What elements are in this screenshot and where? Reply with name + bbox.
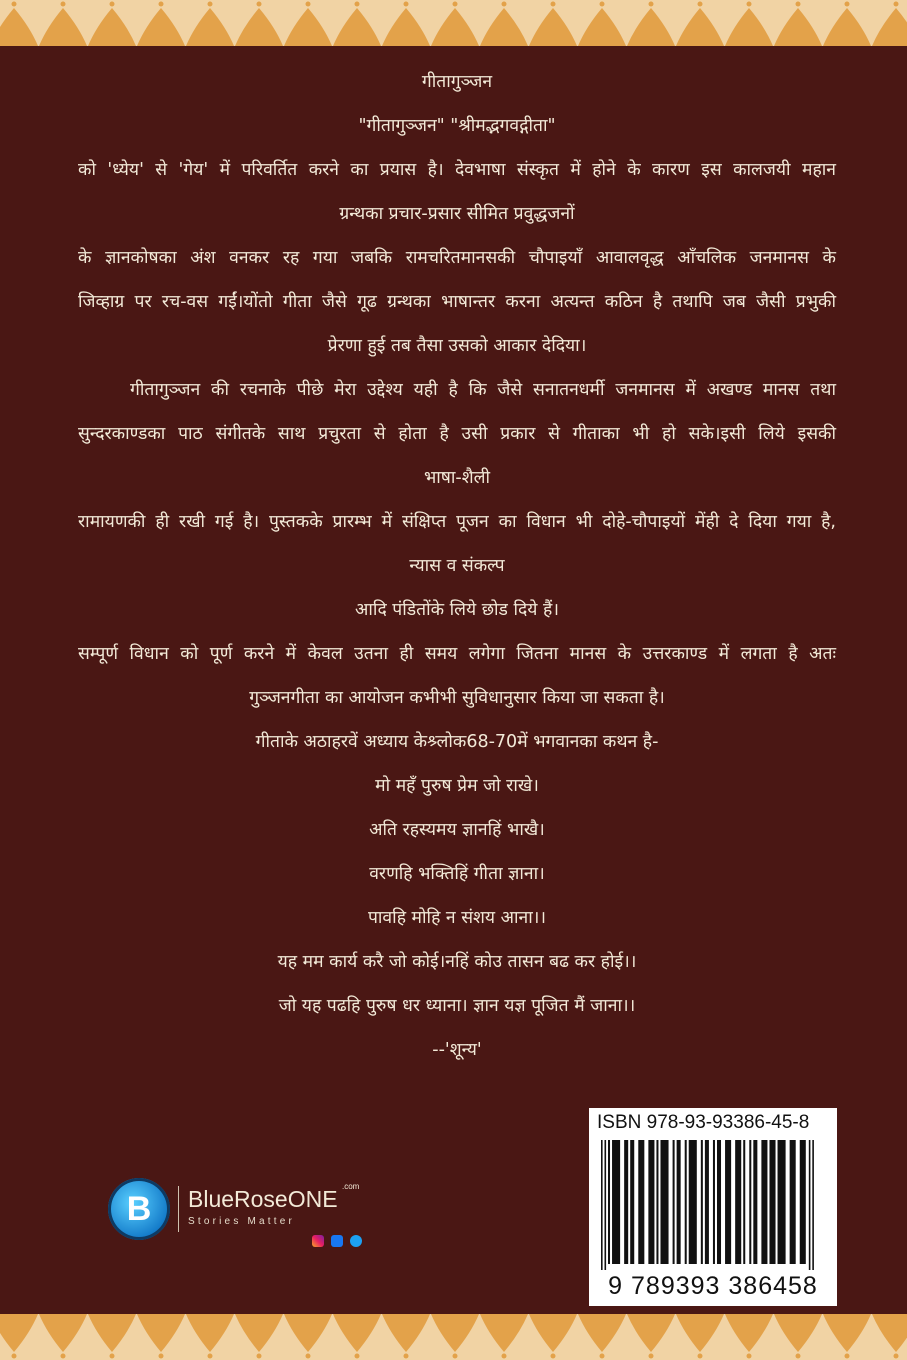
bottom-decorative-border — [0, 1314, 907, 1360]
barcode-bar — [725, 1140, 731, 1264]
publisher-domain-suffix: .com — [342, 1182, 360, 1191]
twitter-icon — [350, 1235, 362, 1247]
border-petal — [431, 2, 479, 47]
barcode-bar — [608, 1140, 610, 1264]
verse-line: जो यह पढहि पुरुष धर ध्याना। ज्ञान यज्ञ पूजित मैं जाना।। — [278, 996, 636, 1016]
border-petal — [676, 1314, 724, 1359]
verse-line: वरणहि भक्तिहिं गीता ज्ञाना। — [369, 864, 545, 884]
border-petal — [88, 1314, 136, 1359]
bottom-border-motif — [0, 1314, 907, 1360]
blurb-line: गीताके अठाहरवें अध्याय केश्र्लोक68-70में भगवानका कथन है- — [255, 732, 659, 752]
blurb-line: न्यास व संकल्प — [409, 556, 505, 576]
border-petal — [578, 2, 626, 47]
blurb-line-title: गीतागुञ्जन — [421, 72, 493, 92]
border-petal — [235, 2, 283, 47]
barcode-bar — [630, 1140, 634, 1264]
barcode-bar — [685, 1140, 687, 1264]
border-petal — [725, 1314, 773, 1359]
border-petal — [872, 2, 907, 47]
blurb-line: जिव्हाग्र पर रच-वस गईं।योंतो गीता जैसे गूढ ग्रन्थका भाषान्तर करना अत्यन्त कठिन है तथापि जब जैसी प्रभुकी — [78, 292, 836, 312]
publisher-tagline: Stories Matter — [188, 1216, 296, 1227]
verse-line: पावहि मोहि न संशय आना।। — [367, 908, 547, 928]
barcode-guard-bar — [809, 1140, 811, 1270]
logo-divider — [178, 1186, 179, 1232]
border-petal — [529, 1314, 577, 1359]
barcode-bar — [648, 1140, 654, 1264]
border-petal — [480, 1314, 528, 1359]
logo-letter: B — [126, 1190, 152, 1228]
border-petal — [627, 1314, 675, 1359]
barcode-bar — [778, 1140, 786, 1264]
blurb-line: सम्पूर्ण विधान को पूर्ण करने में केवल उतना ही समय लगेगा जितना मानस के उत्तरकाण्ड में लगता है अतः — [78, 644, 836, 664]
border-petal — [88, 2, 136, 47]
blurb-line: ग्रन्थका प्रचार-प्रसार सीमित प्रवुद्धजनों — [339, 204, 575, 224]
barcode-bar — [713, 1140, 715, 1264]
barcode-bar — [705, 1140, 709, 1264]
barcode-bar — [638, 1140, 644, 1264]
barcode-bar — [673, 1140, 675, 1264]
border-petal — [480, 2, 528, 47]
border-petal — [284, 1314, 332, 1359]
blurb-line: भाषा-शैली — [423, 468, 491, 488]
border-petal — [333, 2, 381, 47]
barcode-bar — [743, 1140, 745, 1264]
blurb-line: रामायणकी ही रखी गई है। पुस्तकके प्रारम्भ में संक्षिप्त पूजन का विधान भी दोहे-चौपाइयों मेंही दे दिया गया है, — [78, 512, 836, 532]
facebook-icon — [331, 1235, 343, 1247]
barcode-guard-bar — [601, 1140, 603, 1270]
social-icons — [312, 1232, 364, 1251]
publisher-logo — [108, 1178, 368, 1288]
blurb-line: के ज्ञानकोषका अंश वनकर रह गया जबकि रामचरितमानसकी चौपाइयाँ आवालवृद्ध आँचलिक जनमानस के — [78, 248, 836, 268]
border-petal — [431, 1314, 479, 1359]
border-petal — [333, 1314, 381, 1359]
border-petal — [39, 2, 87, 47]
blurb-line: को 'ध्येय' से 'गेय' में परिवर्तित करने का प्रयास है। देवभाषा संस्कृत में होने के कारण इस कालजयी महान — [78, 160, 836, 180]
border-petal — [382, 1314, 430, 1359]
back-cover-page — [0, 46, 907, 1314]
barcode-icon — [601, 1140, 825, 1270]
border-petal — [676, 2, 724, 47]
barcode-guard-bar — [605, 1140, 607, 1270]
top-decorative-border — [0, 0, 907, 46]
barcode-bar — [761, 1140, 767, 1264]
border-petal — [284, 2, 332, 47]
verse-line: यह मम कार्य करै जो कोई।नहिं कोउ तासन बढ कर होई।। — [277, 952, 637, 972]
border-petal — [578, 1314, 626, 1359]
border-petal — [186, 2, 234, 47]
border-petal — [872, 1314, 907, 1359]
barcode-bar — [656, 1140, 658, 1264]
border-petal — [0, 1314, 38, 1359]
blurb-line: गीतागुञ्जन की रचनाके पीछे मेरा उद्देश्य यही है कि जैसे सनातनधर्मी जनमानस में अखण्ड मानस तथा — [130, 380, 836, 400]
verse-line: अति रहस्यमय ज्ञानहिं भाखै। — [369, 820, 545, 840]
border-petal — [725, 2, 773, 47]
barcode-bar — [660, 1140, 668, 1264]
border-petal — [186, 1314, 234, 1359]
blurb-line: गुञ्जनगीता का आयोजन कभीभी सुविधानुसार किया जा सकता है। — [249, 688, 665, 708]
isbn-barcode-box — [589, 1108, 837, 1306]
border-petal — [137, 2, 185, 47]
border-petal — [382, 2, 430, 47]
border-petal — [823, 2, 871, 47]
barcode-bar — [701, 1140, 703, 1264]
barcode-bar — [800, 1140, 806, 1264]
barcode-bar — [753, 1140, 757, 1264]
border-petal — [39, 1314, 87, 1359]
blurb-line: प्रेरणा हुई तब तैसा उसको आकार देदिया। — [327, 336, 587, 356]
author-signature: --'शून्य' — [432, 1040, 482, 1060]
barcode-guard-bar — [812, 1140, 814, 1270]
border-petal — [137, 1314, 185, 1359]
barcode-bar — [735, 1140, 741, 1264]
barcode-bar — [677, 1140, 681, 1264]
blurb-line: सुन्दरकाण्डका पाठ संगीतके साथ प्रचुरता से होता है उसी प्रकार से गीताका भी हो सके।इसी लिये इसकी — [78, 424, 836, 444]
barcode-bar — [769, 1140, 775, 1264]
border-petal — [823, 1314, 871, 1359]
barcode-bar — [689, 1140, 697, 1264]
top-border-motif — [0, 0, 907, 46]
blurb-line: आदि पंडितोंके लिये छोड दिये हैं। — [355, 600, 559, 620]
barcode-digits: 9 789393 386458 — [608, 1272, 818, 1300]
isbn-label: ISBN 978-93-93386-45-8 — [597, 1112, 810, 1133]
border-petal — [235, 1314, 283, 1359]
border-petal — [627, 2, 675, 47]
border-petal — [774, 2, 822, 47]
border-petal — [529, 2, 577, 47]
instagram-icon — [312, 1235, 324, 1247]
blurb-text — [78, 60, 836, 1072]
verse-line: मो महँ पुरुष प्रेम जो राखे। — [375, 776, 539, 796]
barcode-bar — [717, 1140, 721, 1264]
barcode-bar — [749, 1140, 751, 1264]
border-petal — [0, 2, 38, 47]
barcode-bar — [624, 1140, 628, 1264]
barcode-bar — [612, 1140, 620, 1264]
publisher-name: BlueRoseONE — [188, 1186, 338, 1212]
border-petal — [774, 1314, 822, 1359]
publisher-logo-icon — [108, 1178, 170, 1240]
blurb-line: "गीतागुञ्जन" "श्रीमद्भगवद्गीता" — [358, 116, 556, 136]
barcode-bar — [790, 1140, 796, 1264]
